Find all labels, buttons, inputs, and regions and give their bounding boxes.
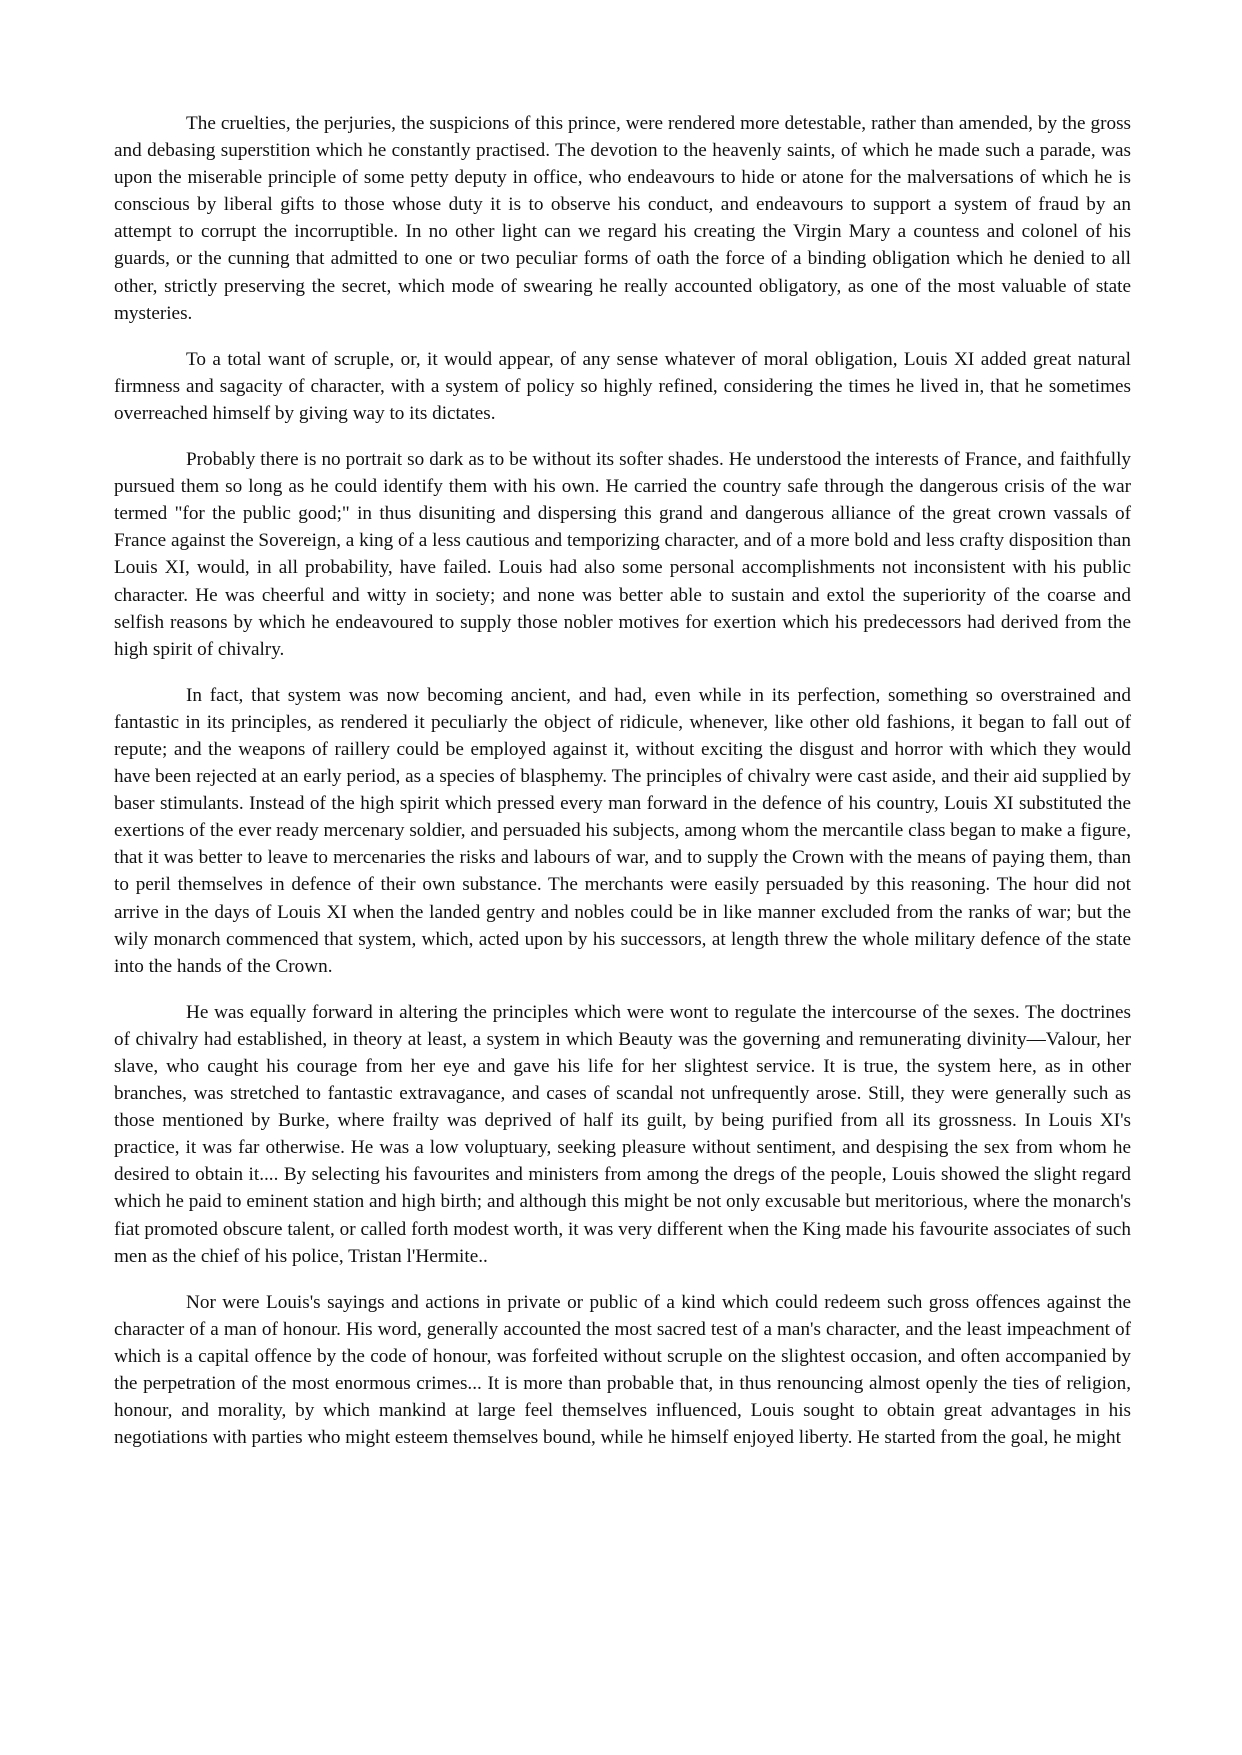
paragraph-intercourse-of-sexes: He was equally forward in altering the principles which were wont to regulate the intercourse of the sexes. The doctrines of chivalry had established, in theory at least, a system in which Beauty was the governing and remunerating divinity—Valour, her slave, who caught his courage from her eye and gave his life for her slightest service. It is true, the system here, as in other branches, was stretched to fantastic extravagance, and cases of scandal not unfrequently arose. Still, they were generally such as those mentioned by Burke, where frailty was deprived of half its guilt, by being purified from all its grossness. In Louis XI's practice, it was far otherwise. He was a low voluptuary, seeking pleasure without sentiment, and despising the sex from whom he desired to obtain it.... By selecting his favourites and ministers from among the dregs of the people, Louis showed the slight regard which he paid to eminent station and high birth; and although this might be not only excusable but meritorious, where the monarch's fiat promoted obscure talent, or called forth modest worth, it was very different when the King made his favourite associates of such men as the chief of his police, Tristan l'Hermite.. xyxy=(114,1001,1131,1267)
paragraph-want-of-scruple: To a total want of scruple, or, it would appear, of any sense whatever of moral obligation, Louis XI added great natural firmness and sagacity of character, with a system of policy so highly refined, considering the times he lived in, that he sometimes overreached himself by giving way to its dictates. xyxy=(114,348,1131,424)
paragraph-superstition: The cruelties, the perjuries, the suspicions of this prince, were rendered more detestable, rather than amended, by the gross and debasing superstition which he constantly practised. The devotion to the heavenly saints, of which he made such a parade, was upon the miserable principle of some petty deputy in office, who endeavours to hide or atone for the malversations of which he is conscious by liberal gifts to those whose duty it is to observe his conduct, and endeavours to support a system of fraud by an attempt to corrupt the incorruptible. In no other light can we regard his creating the Virgin Mary a countess and colonel of his guards, or the cunning that admitted to one or two peculiar forms of oath the force of a binding obligation which he denied to all other, strictly preserving the secret, which mode of swearing he really accounted obligatory, as one of the most valuable of state mysteries. xyxy=(114,113,1131,324)
paragraph-softer-shades: Probably there is no portrait so dark as to be without its softer shades. He understood the interests of France, and faithfully pursued them so long as he could identify them with his own. He carried the country safe through the dangerous crisis of the war termed "for the public good;" in thus disuniting and dispersing this grand and dangerous alliance of the great crown vassals of France against the Sovereign, a king of a less cautious and temporizing character, and of a more bold and less crafty disposition than Louis XI, would, in all probability, have failed. Louis had also some personal accomplishments not inconsistent with his public character. He was cheerful and witty in society; and none was better able to sustain and extol the superiority of the coarse and selfish reasons by which he endeavoured to supply those nobler motives for exertion which his predecessors had derived from the high spirit of chivalry. xyxy=(114,449,1131,660)
document-page xyxy=(114,110,1131,1470)
paragraph-chivalry-system: In fact, that system was now becoming ancient, and had, even while in its perfection, something so overstrained and fantastic in its principles, as rendered it peculiarly the object of ridicule, whenever, like other old fashions, it began to fall out of repute; and the weapons of raillery could be employed against it, without exciting the disgust and horror with which they would have been rejected at an early period, as a species of blasphemy. The principles of chivalry were cast aside, and their aid supplied by baser stimulants. Instead of the high spirit which pressed every man forward in the defence of his country, Louis XI substituted the exertions of the ever ready mercenary soldier, and persuaded his subjects, among whom the mercantile class began to make a figure, that it was better to leave to mercenaries the risks and labours of war, and to supply the Crown with the means of paying them, than to peril themselves in defence of their own substance. The merchants were easily persuaded by this reasoning. The hour did not arrive in the days of Louis XI when the landed gentry and nobles could be in like manner excluded from the ranks of war; but the wily monarch commenced that system, which, acted upon by his successors, at length threw the whole military defence of the state into the hands of the Crown. xyxy=(114,684,1131,977)
paragraph-sayings-and-actions: Nor were Louis's sayings and actions in private or public of a kind which could redeem such gross offences against the character of a man of honour. His word, generally accounted the most sacred test of a man's character, and the least impeachment of which is a capital offence by the code of honour, was forfeited without scruple on the slightest occasion, and often accompanied by the perpetration of the most enormous crimes... It is more than probable that, in thus renouncing almost openly the ties of religion, honour, and morality, by which mankind at large feel themselves influenced, Louis sought to obtain great advantages in his negotiations with parties who might esteem themselves bound, while he himself enjoyed liberty. He started from the goal, he might xyxy=(114,1291,1131,1449)
